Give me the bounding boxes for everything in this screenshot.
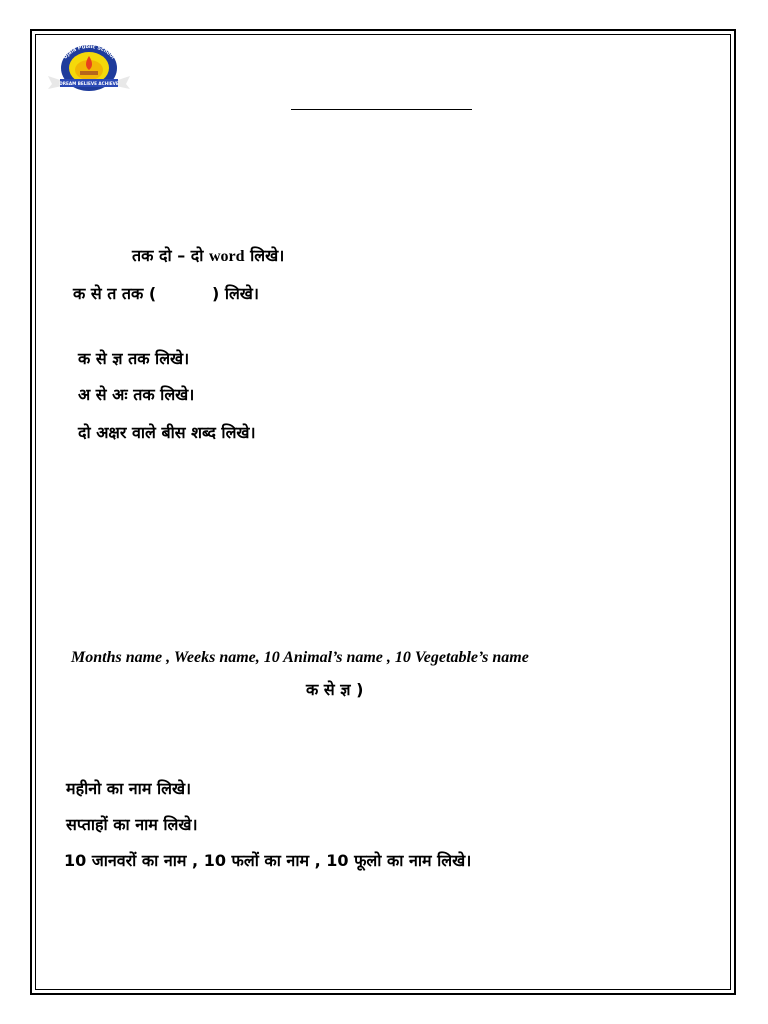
question-4: अ से अः तक लिखे।	[78, 385, 195, 404]
question-5: दो अक्षर वाले बीस शब्द लिखे।	[78, 423, 256, 442]
question-6: महीनो का नाम लिखे।	[66, 779, 192, 798]
question-2: क से त तक ( ) लिखे।	[73, 284, 259, 303]
school-logo-icon	[46, 40, 132, 92]
english-heading: Months name , Weeks name, 10 Animal’s name , 10 Vegetable’s name	[71, 649, 529, 666]
svg-text:DREAM BELIEVE ACHIEVE: DREAM BELIEVE ACHIEVE	[59, 81, 119, 86]
title-underline	[291, 109, 472, 110]
question-3: क से ज्ञ तक लिखे।	[78, 349, 190, 368]
question-1: तक दो – दो word लिखे।	[132, 246, 285, 265]
hindi-subheading: क से ज्ञ )	[306, 680, 364, 699]
question-7: सप्ताहों का नाम लिखे।	[66, 815, 198, 834]
question-8: 10 जानवरों का नाम , 10 फलों का नाम , 10 फूलो का नाम लिखे।	[64, 851, 472, 870]
svg-text:Ujala Public School: Ujala Public School	[62, 43, 116, 61]
page-border-inner	[35, 34, 731, 990]
